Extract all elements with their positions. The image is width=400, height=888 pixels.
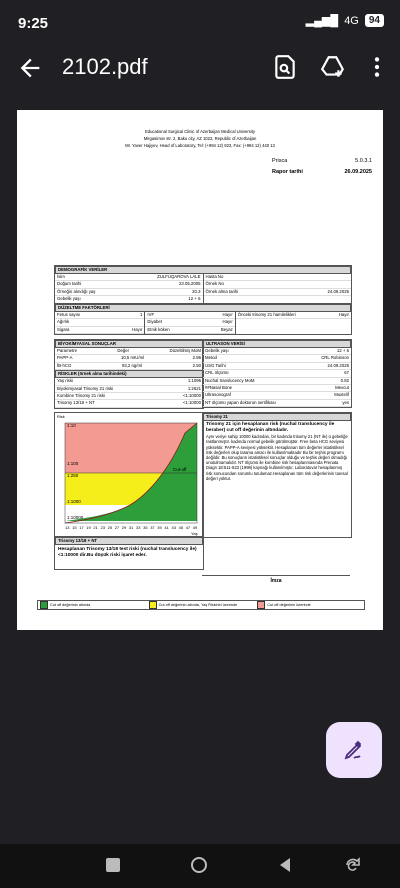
trisomy1318-section: Trisomy 13/18 + NT Hesaplanan Trisomy 13/18 test riski (nuchal translucency ile) <1:10000 dir.Bu düşük riski işaret eder. <box>54 536 204 570</box>
recents-icon[interactable] <box>104 856 122 874</box>
x-tick-label: 31 <box>128 525 134 530</box>
x-tick-label: 33 <box>136 525 141 530</box>
table-row: fB-hCG 93,2 ng/ml 2.50 <box>55 363 203 370</box>
svg-text:1:10000: 1:10000 <box>67 515 84 520</box>
x-tick-label: 29 <box>121 525 127 530</box>
table-row: CRL ölçümü 67 <box>203 370 351 377</box>
x-tick-label: 19 <box>86 525 91 530</box>
table-row: Örnek No <box>204 281 352 288</box>
table-row: Hasta No <box>204 274 352 281</box>
document-title: 2102.pdf <box>62 54 148 79</box>
yellow-square-icon <box>149 601 157 609</box>
x-tick-label: 27 <box>114 525 120 530</box>
x-tick-label: 17 <box>79 525 84 530</box>
battery-icon: 94 <box>365 14 384 27</box>
color-legend: Cut off değerinin altında Cut off değerinin altında, Yaş Riskinin üzerinde Cut off değerinin üzerinde <box>37 600 365 610</box>
green-square-icon <box>40 601 48 609</box>
table-row: Trisomy 13/18 + NT <1:10000 <box>55 400 203 407</box>
rotate-icon[interactable] <box>344 856 362 874</box>
x-tick-label: 37 <box>150 525 155 530</box>
table-row: Doğum tarihi 23.05.2005 <box>55 281 203 288</box>
status-bar <box>0 0 400 48</box>
x-axis-title: Yaş <box>191 531 198 536</box>
trisomy21-section: Trisomy 21 Trisomy 21 için hesaplanan risk (nuchal translucency ile beraber) cut off değerinin altındadır. Aynı veriye sahip 10000 kadından, bir kadında trisomy 21 (NT ile) ü gebeliğe rastlanmıştır. kadında normal gebelik görülmüştür. Free beta HCG seviyesi yüksektir. PAPP-A seviyesi yüksektir. Hesaplanan tüm değerler istatistiksel risk değerleri olup tarama amacı ile kullanılmaktadır Bu bir teşhis programı değildir. Bu sonuçların istatistiksel sonuçlar olduğu ve teşhis değeri olmadığı unutulmamalıdır. NT ölçümü ile kombine risk hesaplanmasında Prenata Diagn 18:511-523 (1998) kaynağı kullanılmıştır. Laboratuvar hesaplanmış risk sonucundan sorumlu tutulamaz.Hesaplanan tüm risk değerlerinin tanısal değeri yoktur. <box>202 412 352 538</box>
x-tick-label: 47 <box>185 525 191 530</box>
table-row: İsim ZULFUQAROVA LALE <box>55 274 203 281</box>
search-document-icon[interactable] <box>272 54 298 80</box>
table-row: Etnik köken Beyaz <box>145 327 234 334</box>
table-row: Önceki trisomy 21 hamilelikleri Hayır <box>236 312 351 319</box>
signature-line: İmza <box>202 575 350 584</box>
table-row: Kombine Trisomy 21 riski <1:10000 <box>55 393 203 400</box>
table-row: Metod CRL Robinson <box>203 355 351 362</box>
biochem-section: BİYOKİMYASAL SONUÇLAR Parametre Değer Düzeltilmiş MoM PAPP-A 10,5 mIU/ml 2.86 fB-hCG 93,2 ng/ml 2.50 RİSKLER (örnek alma tarihindeki) Yaş riski 1:1096 Biyokimyasal Trisomy 21 riski 1:2621 Kombine Trisomy 21 riski <1:10000 Trisomy 13/18 + NT <1:10000 <box>54 339 204 409</box>
x-tick-label: 21 <box>93 525 98 530</box>
x-tick-label: 23 <box>100 525 105 530</box>
pen-edit-icon <box>342 738 366 762</box>
x-tick-label: 41 <box>164 525 169 530</box>
svg-text:1:250: 1:250 <box>67 473 79 478</box>
x-tick-label: 43 <box>171 525 176 530</box>
table-row: Fetus sayısı 1 <box>55 312 144 319</box>
table-row: NT ölçümü yapan doktorun sertifikası yes <box>203 400 351 407</box>
navigation-bar <box>0 844 400 888</box>
table-row: USG Tarihi 24.09.2025 <box>203 363 351 370</box>
table-row: ##Nasal Bone Mevcut <box>203 385 351 392</box>
x-tick-label: 13 <box>65 525 70 530</box>
table-row: Örnek alma tarihi 24.09.2025 <box>204 289 352 296</box>
table-row: IVF Hayır <box>145 312 234 319</box>
pdf-page <box>17 110 383 630</box>
x-tick-label: 35 <box>143 525 148 530</box>
drive-add-icon[interactable] <box>320 54 346 80</box>
risk-chart-svg <box>55 413 203 537</box>
x-tick-label: 45 <box>178 525 184 530</box>
app-toolbar <box>0 48 400 88</box>
svg-text:1:100: 1:100 <box>67 461 79 466</box>
lab-header: Educational Surgical Clinic of Azerbaijan Medical University Mirgasimov str. 2, Baku city, AZ 1022, Republic of Azerbaijan Mr. Yaver Hajiyev, Head of Laboratory, Tel: (+994 12) 923, Fax: (+994 12) 440 13 <box>125 129 275 148</box>
clock: 9:25 <box>18 15 49 32</box>
table-row: Gebelik yaşı 12 + 6 <box>203 348 351 355</box>
table-row: Gebelik yaşı 12 + 6 <box>55 296 203 303</box>
x-tick-label: 25 <box>107 525 113 530</box>
trisomy21-details: Aynı veriye sahip 10000 kadından, bir kadında trisomy 21 (NT ile) ü gebeliğe rastlanmıştır. kadında normal gebelik görülmüştür. Free beta HCG seviyesi yüksektir. PAPP-A seviyesi yüksektir. Hesaplanan tüm değerler istatistiksel risk değerleri olup tarama amacı ile kullanılmaktadır Bu bir teşhis programı değildir. Bu sonuçların istatistiksel sonuçlar olduğu ve teşhis değeri olmadığı unutulmamalıdır. NT ölçümü ile kombine risk hesaplanmasında Prenata Diagn 18:511-523 (1998) kaynağı kullanılmıştır. Laboratuvar hesaplanmış risk sonucundan sorumlu tutulamaz.Hesaplanan tüm risk değerlerinin tanısal değeri yoktur. <box>206 434 348 481</box>
red-square-icon <box>257 601 265 609</box>
ultrasound-section: ULTRASON VERİSİ Gebelik yaşı 12 + 6 Metod CRL Robinson USG Tarihi 24.09.2025 CRL ölçümü 67 Nuchal translucency MoM 0.82 ##Nasal Bone Mevcut Ultrasonograf Muxtelif NT ölçümü yapan doktorun sertifikası yes <box>202 339 352 408</box>
network-type: 4G <box>344 14 359 27</box>
table-row: Yaş riski 1:1096 <box>55 378 203 385</box>
home-icon[interactable] <box>190 856 208 874</box>
table-row: Ultrasonograf Muxtelif <box>203 392 351 399</box>
cutoff-label: Cut-off <box>173 467 187 472</box>
prisca-info: Prisca 5.0.3.1 Rapor tarihi 26.09.2025 <box>272 158 372 175</box>
table-row: Diyabet Hayır <box>145 319 234 326</box>
x-tick-label: 15 <box>72 525 77 530</box>
demographics-section: DEMOGRAFİK VERİLER İsim ZULFUQAROVA LALE Doğum tarihi 23.05.2005 Örneğin alındığı yaş 20.3 Gebelik yaşı 12 + 6 Hasta No Örnek No Örnek alma tarihi 24.09.2025 <box>54 265 352 305</box>
edit-fab-button[interactable] <box>326 722 382 778</box>
svg-text:1:10: 1:10 <box>67 423 76 428</box>
table-row: Örneğin alındığı yaş 20.3 <box>55 289 203 296</box>
table-row: Biyokimyasal Trisomy 21 riski 1:2621 <box>55 386 203 393</box>
correction-factors-section: DÜZELTME FAKTÖRLERİ Fetus sayısı 1 Ağırlık Sigara Hayır IVF Hayır Diyabet Hayır Etnik köken Beyaz Önceki trisomy 21 hamilelikleri Hayır <box>54 303 352 335</box>
x-tick-label: 49 <box>192 525 198 530</box>
svg-text:1:1000: 1:1000 <box>67 499 81 504</box>
wifi-signal-icon: ▂▄▆█ <box>305 15 339 27</box>
risk-chart <box>54 412 204 538</box>
back-triangle-icon[interactable] <box>276 856 294 874</box>
table-row: Sigara Hayır <box>55 327 144 334</box>
table-row: Nuchal translucency MoM 0.82 <box>203 378 351 385</box>
table-row: PAPP-A 10,5 mIU/ml 2.86 <box>55 355 203 362</box>
table-row: Ağırlık <box>55 319 144 326</box>
risk-axis-label: Risk <box>57 414 65 419</box>
trisomy21-summary: Trisomy 21 için hesaplanan risk (nuchal translucency ile beraber) cut off değerinin altındadır. <box>206 422 335 433</box>
more-options-icon[interactable] <box>364 54 390 80</box>
back-arrow-icon[interactable] <box>16 54 44 82</box>
x-tick-label: 39 <box>157 525 162 530</box>
